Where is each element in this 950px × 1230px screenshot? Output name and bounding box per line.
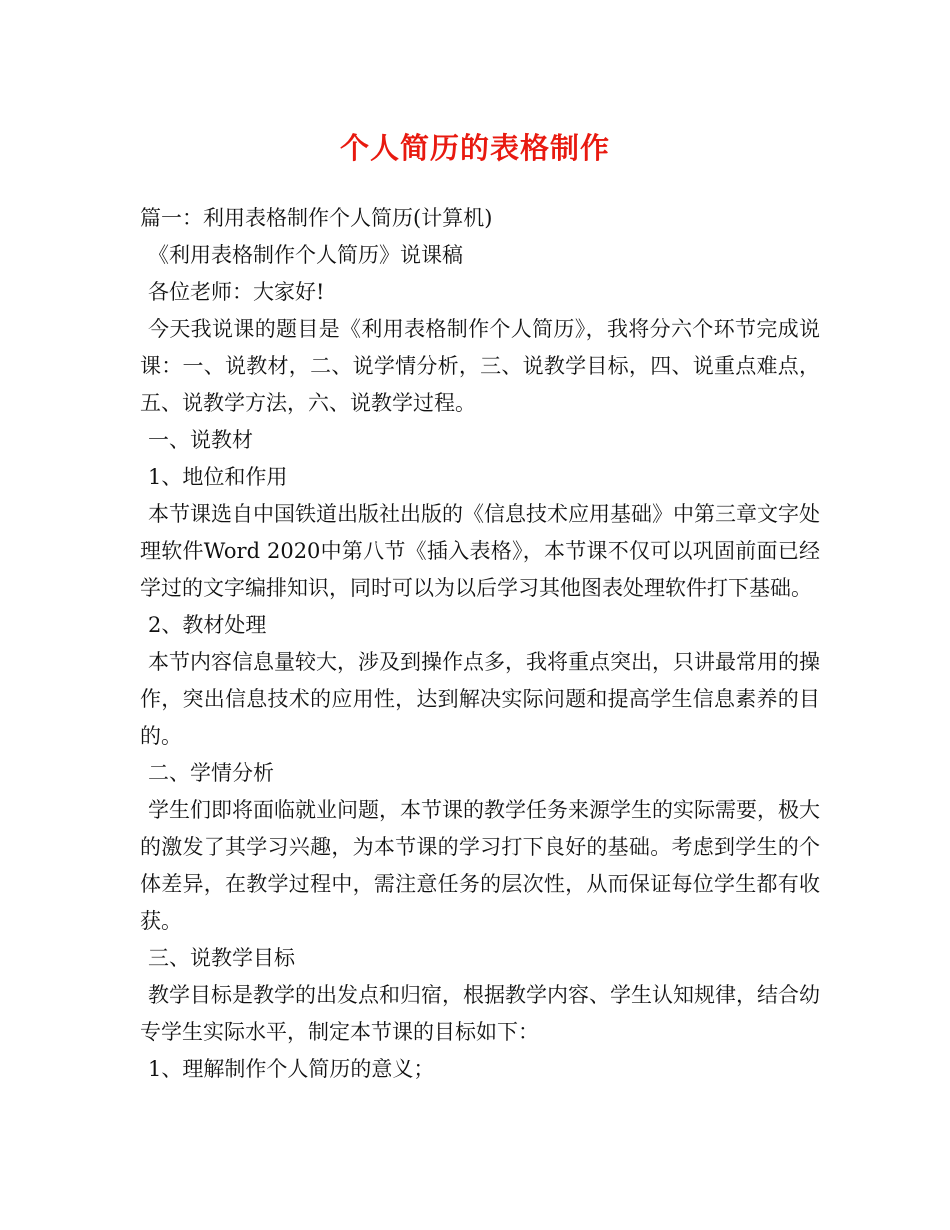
paragraph-greeting: 各位老师：大家好! <box>148 280 325 304</box>
paragraph-position-role: 本节课选自中国铁道出版社出版的《信息技术应用基础》中第三章文字处理软件Word 2020中第八节《插入表格》，本节课不仅可以巩固前面已经学过的文字编排知识，同时可以为以后学习其他图表处理软件打下基础。 <box>140 502 820 600</box>
subheading-position-role: 1、地位和作用 <box>148 465 288 489</box>
heading-teaching-material: 一、说教材 <box>148 428 253 452</box>
paragraph-material-handling: 本节内容信息量较大，涉及到操作点多，我将重点突出，只讲最常用的操作，突出信息技术的应用性，达到解决实际问题和提高学生信息素养的目的。 <box>140 650 820 748</box>
paragraph-intro: 今天我说课的题目是《利用表格制作个人简历》，我将分六个环节完成说课：一、说教材，二、说学情分析，三、说教学目标，四、说重点难点，五、说教学方法，六、说教学过程。 <box>140 317 820 415</box>
document-body <box>140 200 820 1088</box>
document-title: 个人简历的表格制作 <box>339 131 610 165</box>
paragraph-learner-analysis: 学生们即将面临就业问题，本节课的教学任务来源学生的实际需要，极大的激发了其学习兴趣，为本节课的学习打下良好的基础。考虑到学生的个体差异，在教学过程中，需注意任务的层次性，从而保证每位学生都有收获。 <box>140 798 820 933</box>
paragraph-section-heading: 篇一：利用表格制作个人简历(计算机) <box>140 206 493 230</box>
heading-teaching-goals: 三、说教学目标 <box>148 946 295 970</box>
heading-learner-analysis: 二、学情分析 <box>148 761 274 785</box>
list-item-goal-1: 1、理解制作个人简历的意义； <box>148 1057 435 1081</box>
subheading-material-handling: 2、教材处理 <box>148 613 267 637</box>
paragraph-lecture-title: 《利用表格制作个人简历》说课稿 <box>148 243 463 267</box>
paragraph-teaching-goals: 教学目标是教学的出发点和归宿，根据教学内容、学生认知规律，结合幼专学生实际水平，制定本节课的目标如下： <box>140 983 820 1044</box>
